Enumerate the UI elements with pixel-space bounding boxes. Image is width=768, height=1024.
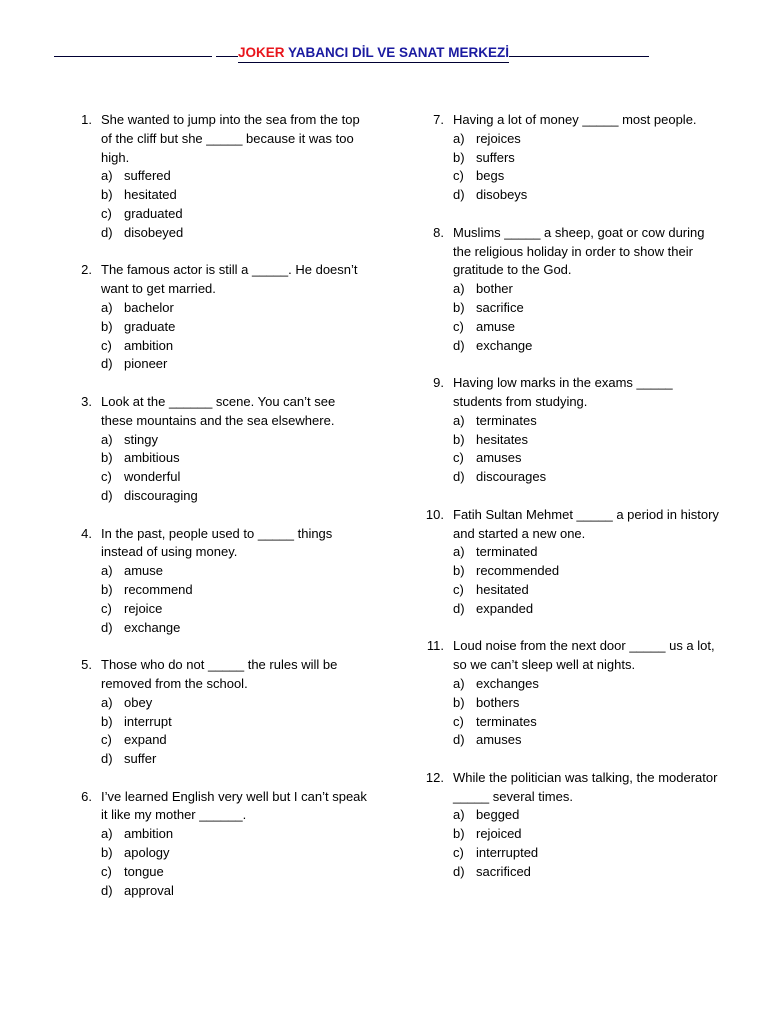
question-stem: I’ve learned English very well but I can’t speak it like my mother ______. <box>101 788 367 823</box>
option-text: amuse <box>124 563 164 579</box>
question-number: 4. <box>81 525 92 541</box>
option-text: interrupted <box>476 845 539 861</box>
question-column-left <box>70 111 370 919</box>
option-text: expanded <box>476 600 534 616</box>
answer-option <box>101 882 370 901</box>
answer-option <box>101 355 370 374</box>
header-title <box>238 44 509 63</box>
answer-option <box>453 186 722 205</box>
header-rule-left <box>54 44 212 57</box>
header-brand: JOKER <box>238 45 285 60</box>
question-item <box>422 224 722 356</box>
option-letter: c) <box>101 469 112 485</box>
answer-option <box>453 825 722 844</box>
question-stem: Loud noise from the next door _____ us a lot, so we can’t sleep well at nights. <box>453 638 715 673</box>
question-number: 2. <box>81 262 92 278</box>
answer-option <box>453 581 722 600</box>
option-letter: c) <box>101 600 112 616</box>
answer-option <box>453 337 722 356</box>
question-number: 9. <box>433 375 444 391</box>
answer-option <box>453 280 722 299</box>
option-text: rejoice <box>124 600 163 616</box>
question-item <box>422 769 722 882</box>
question-number: 7. <box>433 112 444 127</box>
option-letter: a) <box>453 544 465 560</box>
answer-option <box>453 299 722 318</box>
option-letter: d) <box>101 619 113 635</box>
option-text: rejoices <box>476 130 521 146</box>
question-stem: While the politician was talking, the moderator _____ several times. <box>453 769 718 804</box>
option-text: expand <box>124 732 167 748</box>
question-number: 5. <box>81 657 92 673</box>
option-text: graduated <box>124 205 183 221</box>
question-stem: Having a lot of money _____ most people. <box>453 112 697 127</box>
option-letter: a) <box>101 563 113 579</box>
question-stem: In the past, people used to _____ things instead of using money. <box>101 525 333 560</box>
question-number: 1. <box>81 112 92 127</box>
answer-option <box>453 130 722 149</box>
option-text: discourages <box>476 469 547 485</box>
answer-option <box>101 487 370 506</box>
option-text: ambitious <box>124 450 180 466</box>
option-text: disobeys <box>476 187 528 203</box>
option-text: wonderful <box>124 469 181 485</box>
answer-option <box>101 731 370 750</box>
question-stem: Having low marks in the exams _____ students from studying. <box>453 375 673 409</box>
option-letter: b) <box>453 694 465 710</box>
answer-option <box>101 844 370 863</box>
option-text: suffer <box>124 751 157 767</box>
answer-option <box>453 675 722 694</box>
question-number: 6. <box>81 788 92 804</box>
option-letter: b) <box>453 431 465 447</box>
answer-option <box>453 449 722 468</box>
question-item <box>422 506 722 619</box>
option-text: terminated <box>476 544 538 560</box>
question-item <box>422 637 722 750</box>
answer-option <box>101 713 370 732</box>
option-text: rejoiced <box>476 826 522 842</box>
header-rule-right <box>509 44 649 57</box>
option-letter: a) <box>453 807 465 823</box>
question-item <box>70 261 370 374</box>
option-letter: c) <box>101 732 112 748</box>
option-text: terminates <box>476 412 537 428</box>
option-text: recommend <box>124 581 193 597</box>
answer-option <box>101 205 370 224</box>
option-letter: d) <box>101 487 113 503</box>
answer-option <box>101 337 370 356</box>
answer-option <box>453 431 722 450</box>
answer-option <box>453 731 722 750</box>
answer-option <box>453 863 722 882</box>
option-letter: b) <box>453 826 465 842</box>
answer-option <box>453 600 722 619</box>
option-text: bothers <box>476 694 520 710</box>
option-letter: c) <box>453 713 464 729</box>
option-letter: c) <box>101 337 112 353</box>
answer-option <box>101 431 370 450</box>
option-letter: c) <box>101 205 112 221</box>
option-letter: a) <box>101 694 113 710</box>
answer-option <box>101 167 370 186</box>
option-letter: d) <box>453 469 465 485</box>
question-item <box>422 111 722 205</box>
option-letter: d) <box>453 863 465 879</box>
answer-option <box>101 825 370 844</box>
option-letter: d) <box>453 187 465 203</box>
answer-option <box>453 806 722 825</box>
option-letter: b) <box>453 563 465 579</box>
option-letter: b) <box>453 299 465 315</box>
question-stem: Look at the ______ scene. You can’t see these mountains and the sea elsewhere. <box>101 393 336 428</box>
answer-option <box>101 750 370 769</box>
option-text: amuse <box>476 318 516 334</box>
option-text: begged <box>476 807 520 823</box>
question-stem: The famous actor is still a _____. He doesn’t want to get married. <box>101 262 358 297</box>
option-text: begs <box>476 168 505 184</box>
option-letter: b) <box>101 318 113 334</box>
option-letter: d) <box>101 356 113 372</box>
option-letter: d) <box>101 751 113 767</box>
option-text: hesitated <box>124 187 177 203</box>
option-text: ambition <box>124 337 174 353</box>
question-number: 11. <box>426 638 444 654</box>
option-letter: b) <box>101 450 113 466</box>
answer-option <box>453 468 722 487</box>
question-item <box>70 788 370 901</box>
question-number: 10. <box>425 506 444 522</box>
option-letter: d) <box>453 732 465 748</box>
option-text: terminates <box>476 713 537 729</box>
option-letter: c) <box>453 581 464 597</box>
option-text: sacrificed <box>476 863 531 879</box>
page-header <box>54 44 705 62</box>
option-text: obey <box>124 694 153 710</box>
answer-option <box>101 694 370 713</box>
option-letter: a) <box>453 281 465 297</box>
option-letter: b) <box>453 149 465 165</box>
option-letter: a) <box>453 675 465 691</box>
answer-option <box>453 412 722 431</box>
option-letter: a) <box>101 431 113 447</box>
option-text: bother <box>476 281 513 297</box>
option-text: exchange <box>124 619 181 635</box>
option-text: suffers <box>476 149 515 165</box>
option-text: approval <box>124 882 174 898</box>
option-text: interrupt <box>124 713 172 729</box>
option-text: bachelor <box>124 299 174 315</box>
option-text: ambition <box>124 826 174 842</box>
option-letter: b) <box>101 845 113 861</box>
option-text: amuses <box>476 450 522 466</box>
answer-option <box>101 299 370 318</box>
answer-option <box>101 449 370 468</box>
header-rule-short <box>216 44 238 57</box>
question-number: 12. <box>425 769 444 785</box>
option-text: amuses <box>476 732 522 748</box>
option-letter: b) <box>101 187 113 203</box>
option-letter: a) <box>453 130 465 146</box>
option-letter: d) <box>101 224 113 240</box>
answer-option <box>453 694 722 713</box>
option-text: exchange <box>476 337 533 353</box>
option-text: recommended <box>476 563 560 579</box>
option-text: apology <box>124 845 170 861</box>
option-letter: d) <box>101 882 113 898</box>
option-text: suffered <box>124 168 171 184</box>
option-text: hesitated <box>476 581 529 597</box>
question-stem: Those who do not _____ the rules will be removed from the school. <box>101 657 338 691</box>
option-text: tongue <box>124 863 164 879</box>
option-letter: d) <box>453 337 465 353</box>
option-text: disobeyed <box>124 224 184 240</box>
option-text: graduate <box>124 318 176 334</box>
question-item <box>70 656 370 769</box>
question-item <box>70 393 370 506</box>
option-letter: b) <box>101 581 113 597</box>
option-text: sacrifice <box>476 299 524 315</box>
option-letter: c) <box>453 845 464 861</box>
question-number: 3. <box>81 393 92 409</box>
question-stem: She wanted to jump into the sea from the top of the cliff but she _____ because it was too high. <box>101 112 360 165</box>
answer-option <box>453 167 722 186</box>
option-letter: a) <box>101 826 113 842</box>
option-letter: d) <box>453 600 465 616</box>
question-item <box>70 525 370 638</box>
answer-option <box>101 619 370 638</box>
answer-option <box>101 224 370 243</box>
option-letter: c) <box>453 450 464 466</box>
answer-option <box>453 149 722 168</box>
option-letter: a) <box>453 412 465 428</box>
answer-option <box>101 863 370 882</box>
option-text: exchanges <box>476 675 539 691</box>
answer-option <box>453 713 722 732</box>
option-text: stingy <box>124 431 158 447</box>
question-number: 8. <box>433 224 444 240</box>
answer-option <box>101 600 370 619</box>
answer-option <box>453 543 722 562</box>
answer-option <box>453 318 722 337</box>
header-school-name: YABANCI DİL VE SANAT MERKEZİ <box>284 45 510 60</box>
option-letter: a) <box>101 299 113 315</box>
option-text: discouraging <box>124 487 198 503</box>
question-column-right <box>422 111 722 900</box>
answer-option <box>101 468 370 487</box>
answer-option <box>453 562 722 581</box>
question-item <box>422 374 722 487</box>
option-text: hesitates <box>476 431 529 447</box>
answer-option <box>453 844 722 863</box>
answer-option <box>101 581 370 600</box>
option-letter: b) <box>101 713 113 729</box>
option-letter: c) <box>101 863 112 879</box>
option-letter: a) <box>101 168 113 184</box>
answer-option <box>101 318 370 337</box>
answer-option <box>101 562 370 581</box>
option-text: pioneer <box>124 356 168 372</box>
option-letter: c) <box>453 168 464 184</box>
option-letter: c) <box>453 318 464 334</box>
question-stem: Muslims _____ a sheep, goat or cow during the religious holiday in order to show their gratitude to the God. <box>453 224 705 278</box>
question-item <box>70 111 370 243</box>
answer-option <box>101 186 370 205</box>
question-stem: Fatih Sultan Mehmet _____ a period in history and started a new one. <box>453 506 719 541</box>
